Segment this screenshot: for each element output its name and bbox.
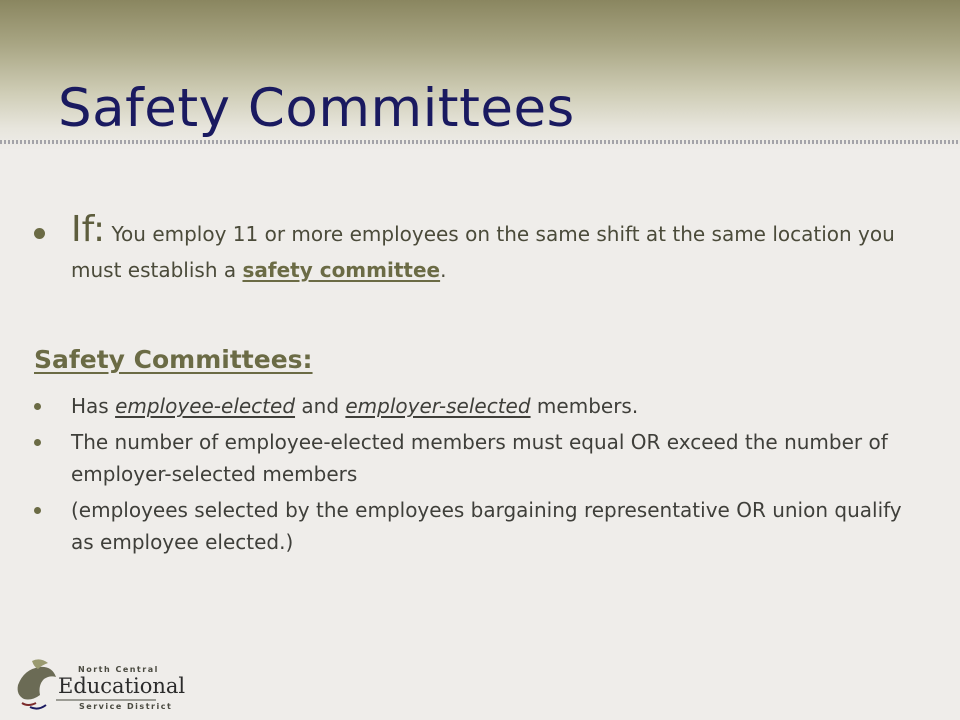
intro-bullet xyxy=(34,228,45,239)
bullet-dot xyxy=(34,403,41,410)
list-item xyxy=(34,390,914,422)
logo-line-3: Service District xyxy=(79,702,173,711)
employer-selected-term: employer-selected xyxy=(345,394,531,418)
bullet-text: members. xyxy=(530,394,639,418)
subheading: Safety Committees: xyxy=(34,345,313,374)
intro-paragraph xyxy=(71,209,931,288)
list-item xyxy=(34,494,914,558)
intro-lead: If: xyxy=(71,209,106,250)
bullet-text: The number of employee-elected members must equal OR exceed the number of employer-selected members xyxy=(71,430,888,486)
bullet-dot xyxy=(34,439,41,446)
slide-title: Safety Committees xyxy=(58,78,575,139)
bullet-list xyxy=(34,390,914,562)
bullet-text: and xyxy=(295,394,346,418)
bullet-dot xyxy=(34,507,41,514)
bullet-text: Has xyxy=(71,394,116,418)
title-divider xyxy=(0,140,960,144)
logo-line-2: Educational xyxy=(58,674,186,698)
bullet-text: (employees selected by the employees bargaining representative OR union qualify as employee elected.) xyxy=(71,498,902,554)
employee-elected-term: employee-elected xyxy=(115,394,296,418)
intro-end: . xyxy=(440,258,447,282)
logo-line-1: North Central xyxy=(78,665,159,674)
safety-committee-keyword: safety committee xyxy=(242,258,441,282)
list-item xyxy=(34,426,914,490)
intro-text: You employ 11 or more employees on the same shift at the same location you must establish a xyxy=(71,222,895,282)
